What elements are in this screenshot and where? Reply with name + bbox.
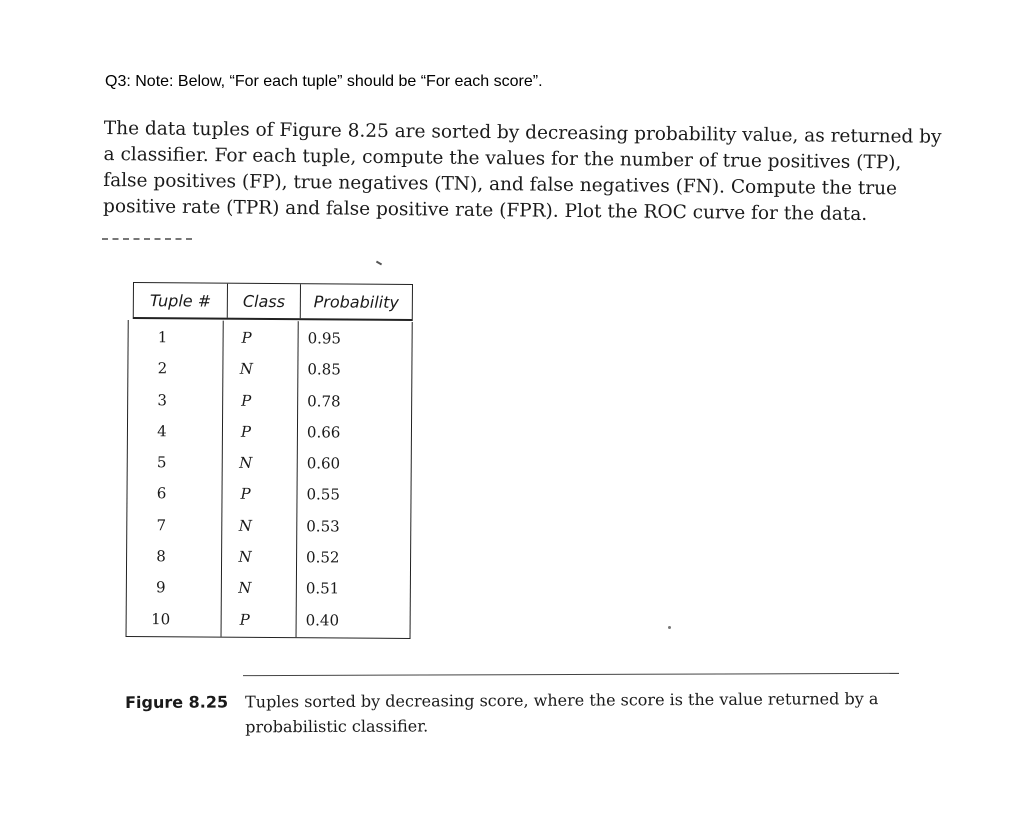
class-cell: P [240,422,252,441]
table-row [126,574,412,607]
caption-rule [243,673,899,676]
probability-cell: 0.52 [306,548,340,567]
question-line: positive rate (TPR) and false positive rate (FPR). Plot the ROC curve for the data. [102,195,868,225]
table-row [127,324,413,357]
class-cell: P [239,610,250,629]
table-row [127,355,413,388]
table-row [127,418,413,451]
probability-cell: 0.40 [305,610,340,630]
figure-caption [125,686,915,740]
class-cell: P [241,328,252,347]
question-line: false positives (FP), true negatives (TN), and false negatives (FN). Compute the true [103,169,898,200]
table-row [126,480,412,513]
caption-label: Figure 8.25 [125,692,229,712]
probability-cell: 0.95 [307,329,342,348]
question-line: a classifier. For each tuple, compute the values for the number of true positives (TP), [103,143,902,174]
scan-artifact-tick [376,261,382,266]
tuple-cell: 2 [157,359,168,378]
tuple-cell: 1 [157,328,168,347]
question-line: The data tuples of Figure 8.25 are sorted by decreasing probability value, as returned by [103,117,942,148]
table-row [127,449,413,482]
header-class: Class [228,284,301,319]
probability-cell: 0.60 [306,454,341,473]
note-text: Q3: Note: Below, “For each tuple” should be “For each score”. [105,73,543,90]
class-cell: N [238,516,252,535]
header-probability: Probability [313,291,399,312]
table-rows [126,324,414,639]
probability-cell: 0.78 [307,391,341,411]
probability-cell: 0.51 [305,579,340,598]
table-row [126,512,412,545]
class-cell: P [240,485,251,504]
scan-artifact-dashes [102,238,192,240]
class-cell: N [238,547,252,566]
class-cell: N [239,453,253,473]
tuple-cell: 9 [156,578,166,597]
tuple-cell: 4 [157,422,167,441]
tuples-table [126,282,414,639]
tuple-cell: 8 [156,547,166,566]
class-cell: N [238,579,252,598]
probability-cell: 0.53 [306,517,340,536]
class-cell: N [239,360,254,379]
probability-cell: 0.85 [307,360,341,379]
table-row [126,606,412,639]
scan-artifact-dot [668,626,671,629]
probability-cell: 0.66 [306,423,341,442]
probability-cell: 0.55 [306,485,340,504]
tuple-cell: 7 [156,515,167,535]
question-text [102,116,942,228]
header-tuple: Tuple # [134,283,229,318]
tuple-cell: 10 [151,609,171,628]
table-row [127,387,413,420]
tuple-cell: 6 [156,484,167,503]
tuple-cell: 5 [156,453,167,472]
class-cell: P [241,391,252,410]
table-header-row [133,282,413,321]
table-row [126,543,412,576]
caption-text: Tuples sorted by decreasing score, where the score is the value returned by a probabilistic classifier. [245,689,879,737]
tuple-cell: 3 [157,390,168,409]
